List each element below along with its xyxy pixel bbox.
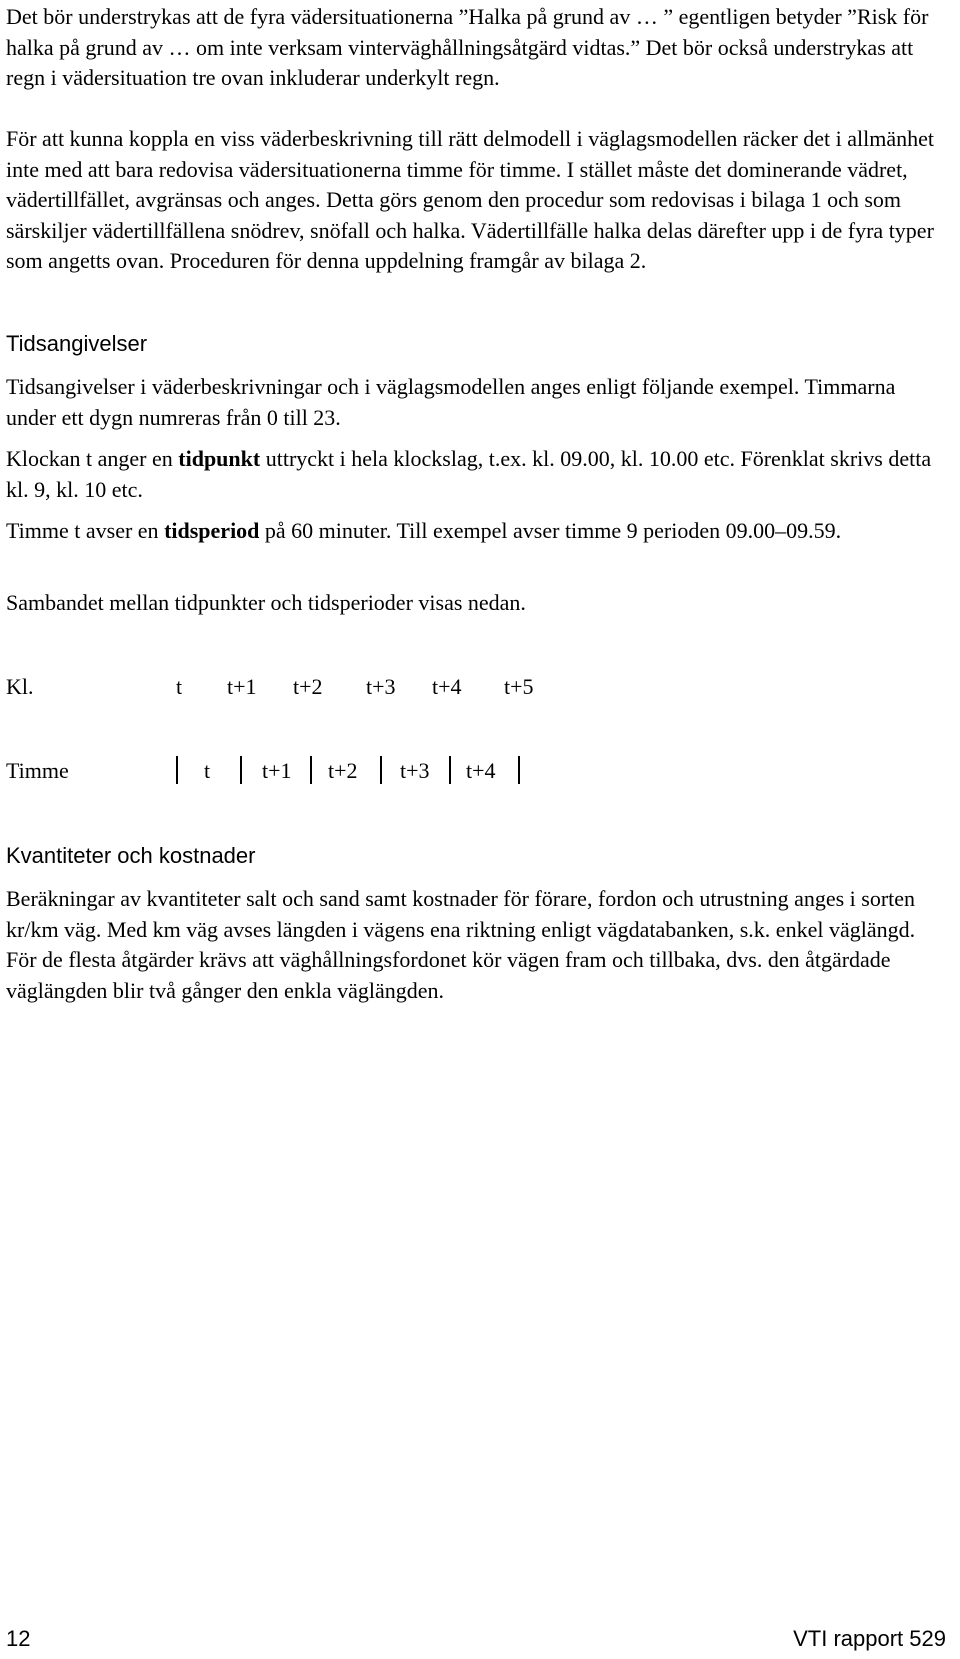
- timeline-timme-period: t+4: [466, 758, 496, 783]
- timeline-timme-label: Timme: [6, 758, 69, 783]
- timeline-tick: [176, 756, 178, 784]
- timeline-tick: [380, 756, 382, 784]
- timeline-tick: [240, 756, 242, 784]
- timeline-kl-label: Kl.: [6, 674, 34, 699]
- tidpunkt-post: uttryckt i hela klockslag, t.ex. kl. 09.00, kl. 10.00 etc. Förenklat skrivs detta kl. 9, kl. 10 etc.: [6, 446, 932, 502]
- heading-tidsangivelser: Tidsangivelser: [6, 331, 148, 356]
- footer-report-name: VTI rapport 529: [793, 1626, 946, 1651]
- paragraph-tidpunkt: [6, 444, 946, 505]
- timeline-kl-point: t+3: [366, 674, 396, 699]
- timeline-timme-period: t+3: [400, 758, 430, 783]
- timeline-kl-point: t+1: [227, 674, 257, 699]
- paragraph-halka-note: Det bör understrykas att de fyra vädersituationerna ”Halka på grund av … ” egentligen betyder ”Risk för halka på grund av … om inte verksam vinterväghållningsåtgärd vidtas.” Det bör också understrykas att regn i vädersituation tre ovan inkluderar underkylt regn.: [6, 4, 929, 90]
- timeline-kl-point: t+2: [293, 674, 323, 699]
- timeline-timme-period: t: [204, 758, 211, 783]
- timeline-kl-point: t+5: [504, 674, 534, 699]
- paragraph-vadertillfalle: För att kunna koppla en viss väderbeskrivning till rätt delmodell i väglagsmodellen räcker det i allmänhet inte med att bara redovisa vädersituationerna timme för timme. I stället måste det dominerande vädret, vädertillfället, avgränsas och anges. Detta görs genom den procedur som redovisas i bilaga 1 och som särskiljer vädertillfällena snödrev, snöfall och halka. Vädertillfälle halka delas därefter upp i de fyra typer som angetts ovan. Proceduren för denna uppdelning framgår av bilaga 2.: [6, 126, 935, 273]
- tidsperiod-term: tidsperiod: [164, 518, 260, 543]
- tidpunkt-term: tidpunkt: [178, 446, 261, 471]
- tidsperiod-pre: Timme t avser en: [6, 518, 165, 543]
- paragraph-tidsperiod: [6, 516, 946, 547]
- timeline-timme-period: t+2: [328, 758, 358, 783]
- heading-kvantiteter: Kvantiteter och kostnader: [6, 843, 256, 868]
- timeline-tick: [449, 756, 451, 784]
- timeline-tick: [310, 756, 312, 784]
- paragraph-sambandet: Sambandet mellan tidpunkter och tidsperioder visas nedan.: [6, 590, 526, 615]
- paragraph-kvantiteter: Beräkningar av kvantiteter salt och sand samt kostnader för förare, fordon och utrustning anges i sorten kr/km väg. Med km väg avses längden i vägens ena riktning enligt vägdatabanken, s.k. enkel väglängd. För de flesta åtgärder krävs att väghållningsfordonet kör vägen fram och tillbaka, dvs. den åtgärdade väglängden blir två gånger den enkla väglängden.: [6, 886, 916, 1003]
- timeline-kl-point: t+4: [432, 674, 462, 699]
- timeline-timme-period: t+1: [262, 758, 292, 783]
- footer-page-number: 12: [6, 1626, 31, 1651]
- timeline-tick: [518, 756, 520, 784]
- tidpunkt-pre: Klockan t anger en: [6, 446, 179, 471]
- timeline-kl-point: t: [176, 674, 183, 699]
- paragraph-tidsangivelser: Tidsangivelser i väderbeskrivningar och i väglagsmodellen anges enligt följande exempel. Timmarna under ett dygn numreras från 0 till 23.: [6, 374, 896, 430]
- tidsperiod-post: på 60 minuter. Till exempel avser timme 9 perioden 09.00–09.59.: [259, 518, 842, 543]
